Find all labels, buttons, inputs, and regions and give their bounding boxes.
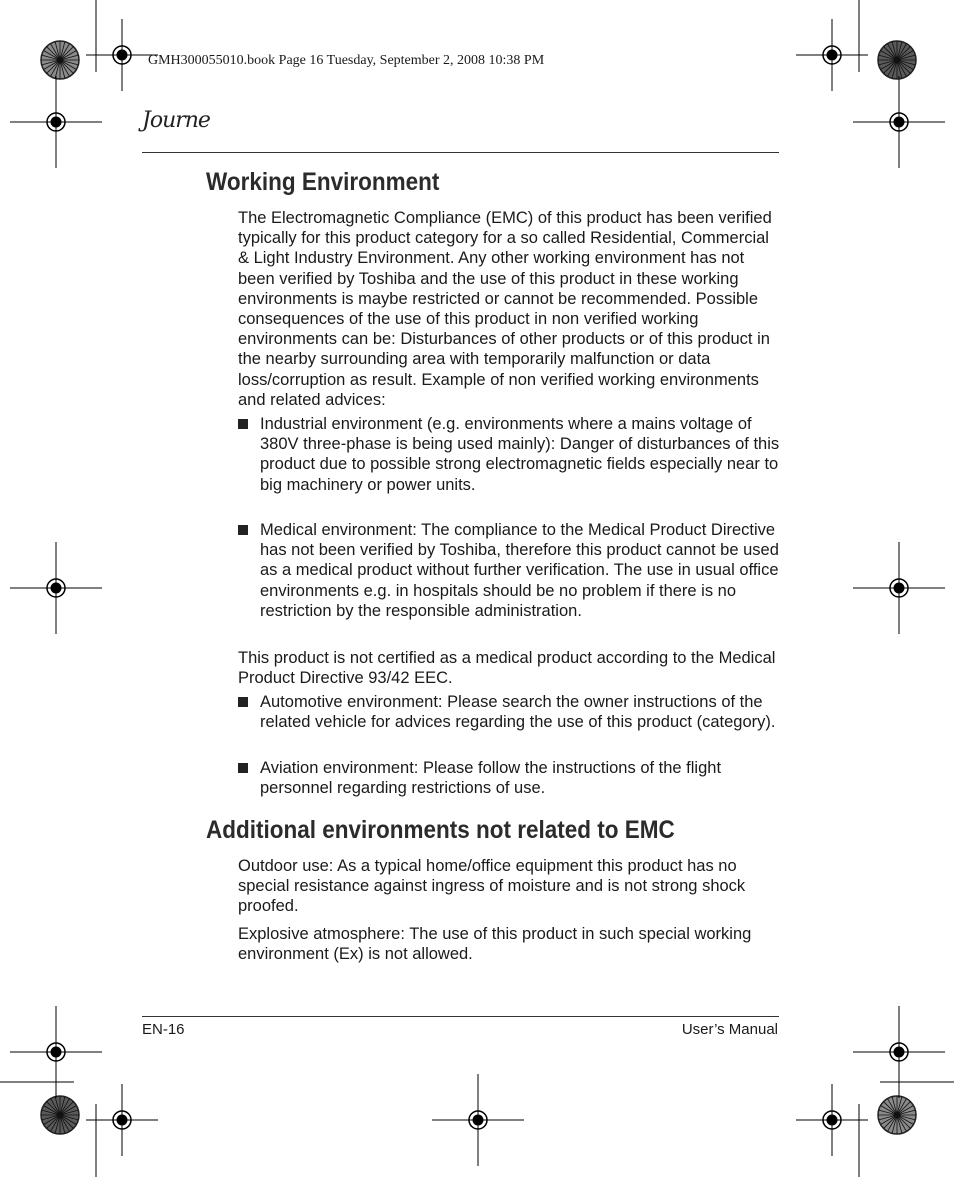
medical-note-paragraph: [238, 648, 780, 688]
medical-note-text: This product is not certified as a medical product according to the Medical Product Directive 93/42 EEC.: [238, 649, 776, 688]
registration-dot-icon: [51, 583, 62, 594]
bullet-text: Automotive environment: Please search the owner instructions of the related vehicle for advices regarding the use of this product (category).: [260, 693, 776, 732]
print-slug: GMH300055010.book Page 16 Tuesday, September 2, 2008 10:38 PM: [148, 53, 545, 68]
bullet-text: Medical environment: The compliance to the Medical Product Directive has not been verified by Toshiba, therefore this product cannot be used as a medical product without further verification. The use in usual office environments e.g. in hospitals should be no problem if there is no restriction by the responsible administration.: [260, 521, 779, 620]
registration-dot-icon: [827, 50, 838, 61]
working-intro-paragraph: [238, 208, 780, 410]
explosive-atmosphere-paragraph: [238, 924, 780, 964]
page-number: EN-16: [142, 1021, 185, 1038]
star-center-icon: [57, 57, 63, 63]
registration-dot-icon: [894, 117, 905, 128]
registration-dot-icon: [117, 1115, 128, 1126]
working-intro-text: The Electromagnetic Compliance (EMC) of this product has been verified typically for this product category for a so called Residential, Commercial & Light Industry Environment. Any other working environment has not been verified by Toshiba and the use of this product in these working environments is maybe restricted or cannot be recommended. Possible consequences of the use of this product in non verified working environments can be: Disturbances of other products or of this product in the nearby surrounding area with temporarily malfunction or data loss/corruption as result. Example of non verified working environments and related advices:: [238, 209, 772, 409]
bullet-square-icon: [238, 763, 248, 773]
section-heading-additional-environments: Additional environments not related to EMC: [206, 816, 675, 844]
outdoor-use-text: Outdoor use: As a typical home/office equipment this product has no special resistance against ingress of moisture and is not strong shock proofed.: [238, 857, 746, 916]
journe-logo: Journe: [142, 108, 210, 133]
registration-dot-icon: [473, 1115, 484, 1126]
bullet-square-icon: [238, 697, 248, 707]
registration-dot-icon: [827, 1115, 838, 1126]
explosive-atmosphere-text: Explosive atmosphere: The use of this product in such special working environment (Ex) is not allowed.: [238, 925, 752, 964]
section-heading-working-environment: Working Environment: [206, 168, 440, 196]
bullet-square-icon: [238, 525, 248, 535]
outdoor-use-paragraph: [238, 856, 780, 917]
registration-dot-icon: [894, 1047, 905, 1058]
star-center-icon: [894, 57, 900, 63]
bullet-square-icon: [238, 419, 248, 429]
star-center-icon: [894, 1112, 900, 1118]
registration-dot-icon: [894, 583, 905, 594]
header-rule: [142, 152, 779, 153]
bullet-text: Aviation environment: Please follow the instructions of the flight personnel regarding restrictions of use.: [260, 759, 722, 798]
manual-title: User’s Manual: [681, 1021, 778, 1038]
footer-rule: [142, 1016, 779, 1017]
registration-dot-icon: [51, 117, 62, 128]
registration-dot-icon: [51, 1047, 62, 1058]
star-center-icon: [57, 1112, 63, 1118]
bullet-text: Industrial environment (e.g. environments where a mains voltage of 380V three-phase is being used mainly): Danger of disturbances of this product due to possible strong electromagnetic fields especially near to big machinery or power units.: [260, 415, 780, 494]
registration-dot-icon: [117, 50, 128, 61]
